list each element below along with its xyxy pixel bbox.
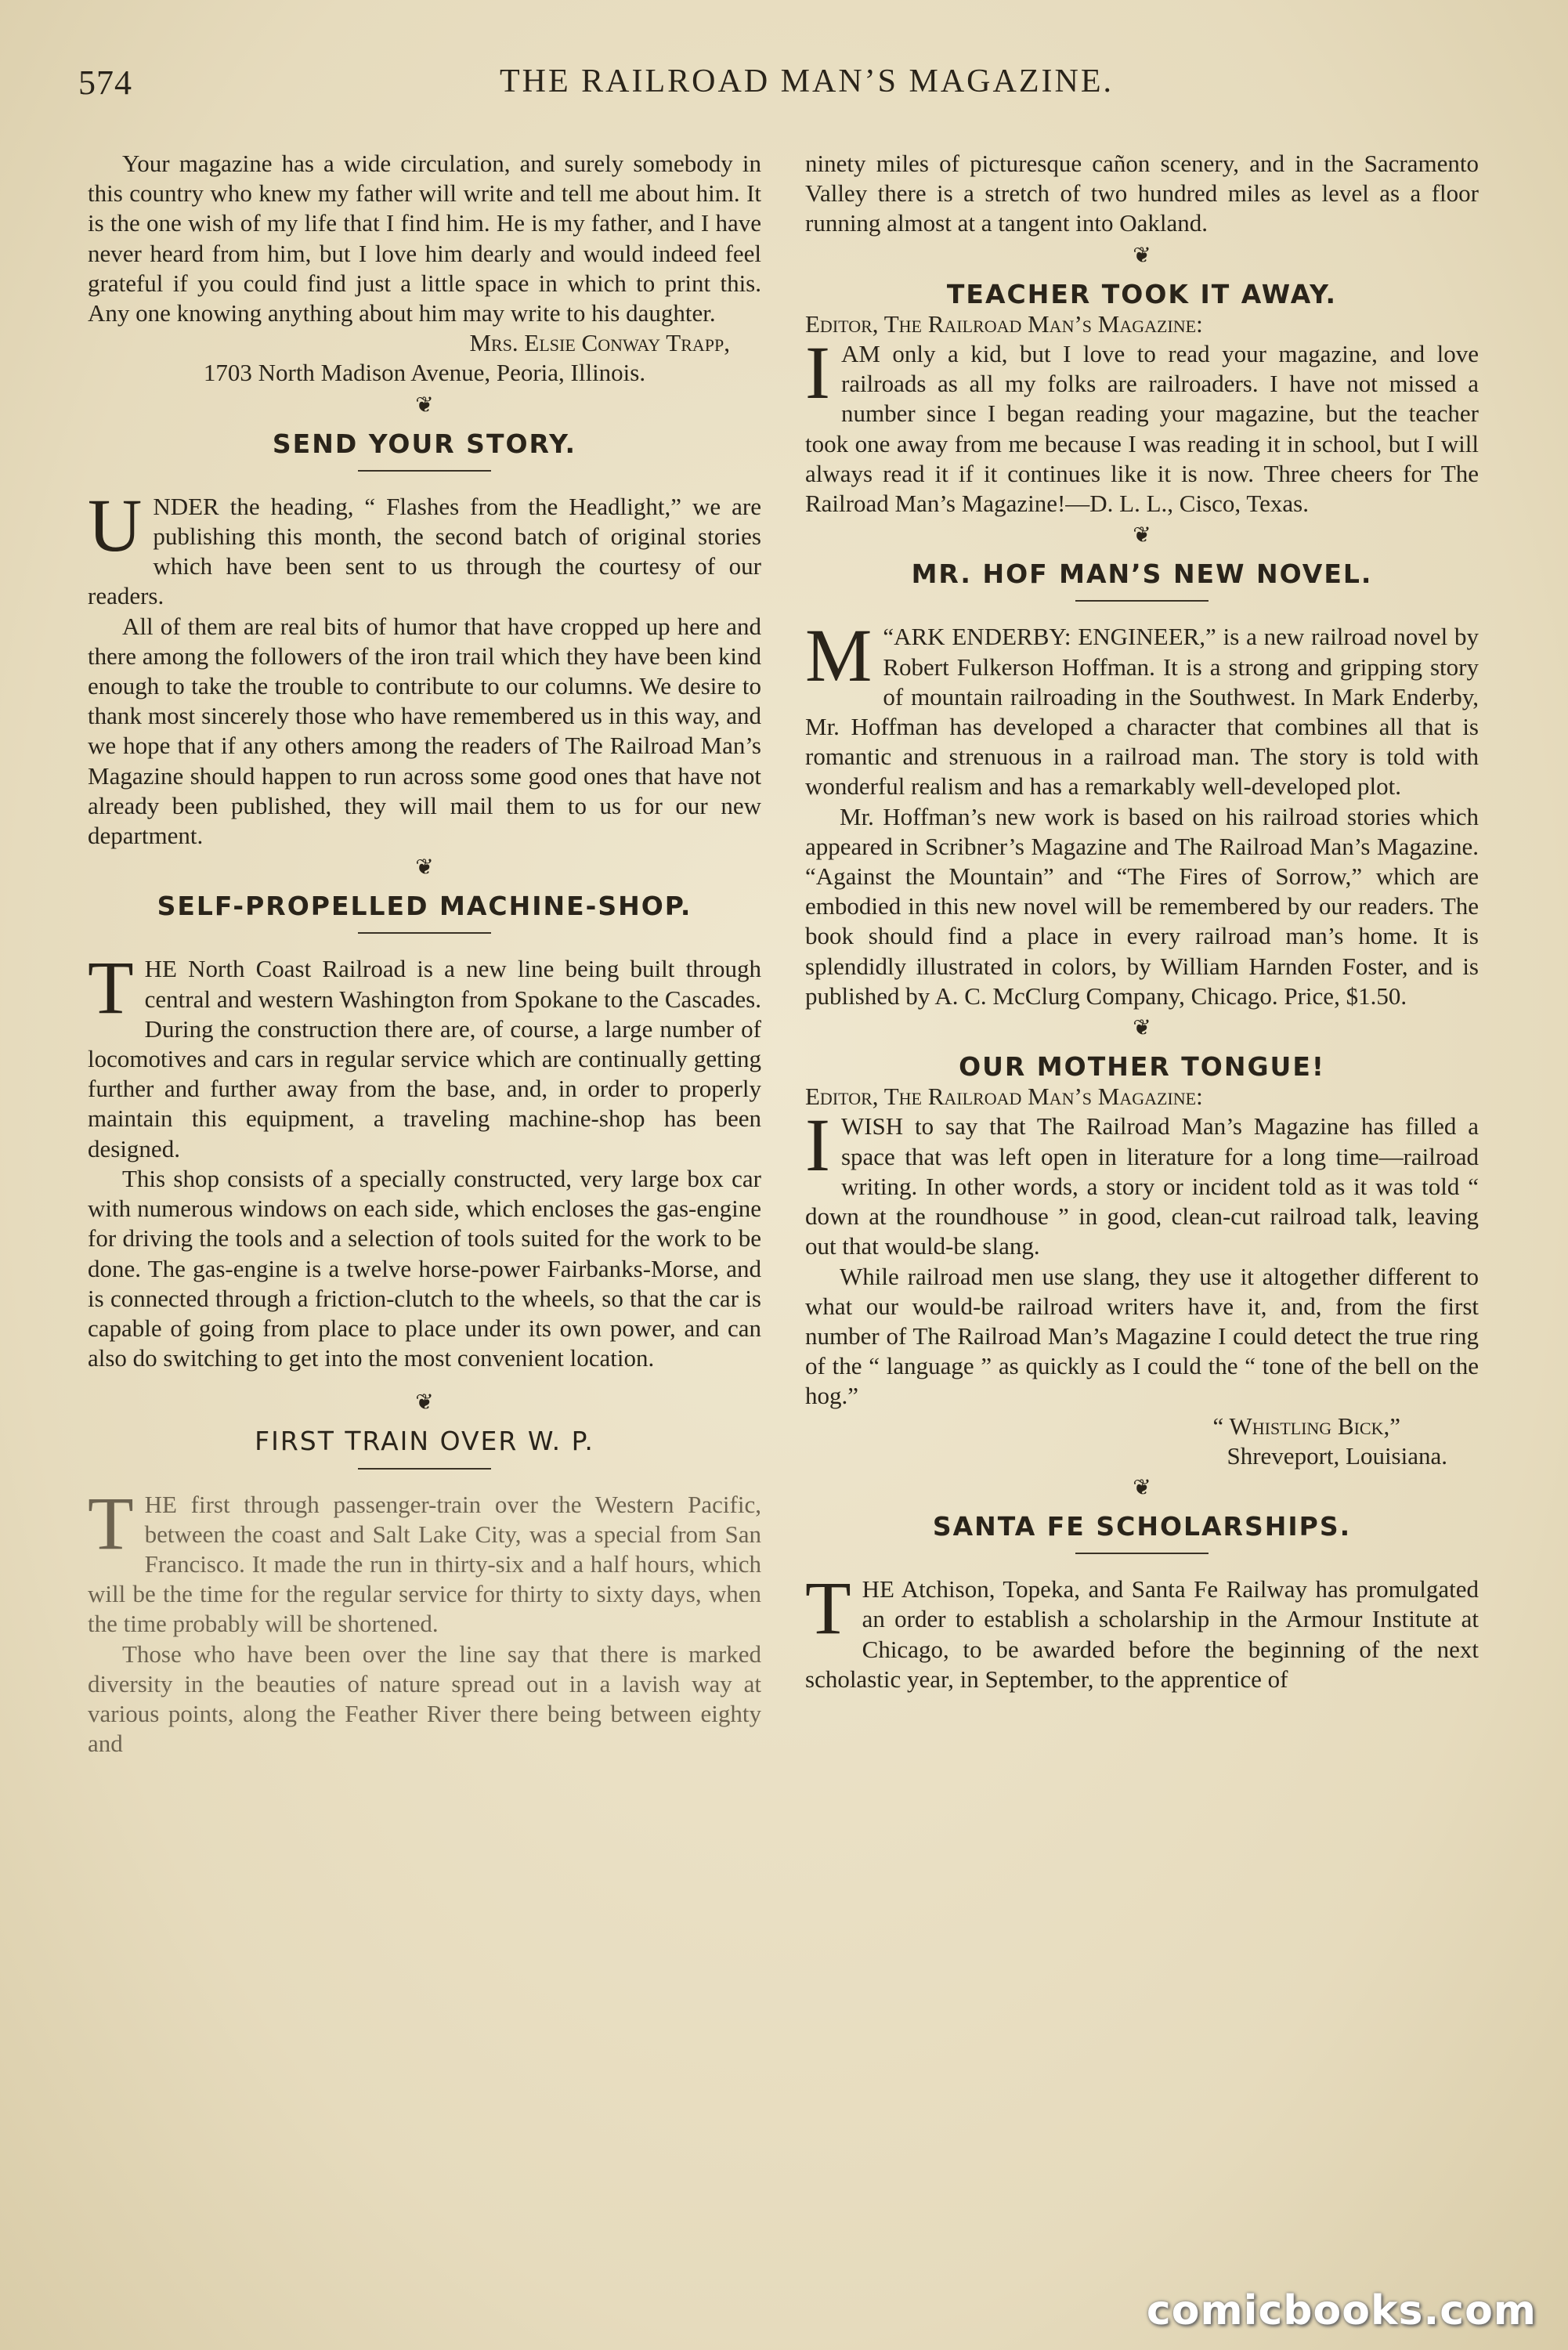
letter-paragraph: Your magazine has a wide circulation, and surely somebody in this country who knew my father will write and tell me about him. It is the one wish of my life that I find him. He is my father, and I have never heard from him, but I love him dearly and would indeed feel grateful if you could find just a little space in which to print this. Any one knowing anything about him may write to his daughter. xyxy=(88,150,761,327)
article-paragraph: IWISH to say that The Railroad Man’s Magazine has filled a space that was left open in literature for a long time—railroad writing. In other words, a story or incident told as it was told “ down at the roundhouse ” in good, clean-cut railroad talk, leaving out that would-be slang. xyxy=(805,1103,1479,1260)
drop-cap: M xyxy=(805,613,873,698)
heading-rule xyxy=(358,470,491,472)
right-column xyxy=(805,149,1479,1694)
heading-mother-tongue: OUR MOTHER TONGUE! xyxy=(959,1051,1325,1083)
article-paragraph: THE North Coast Railroad is a new line being built through central and western Washington from Spokane to the Cascades. During the construction there are, of course, a large number of locomotives and cars in regular service which are continually getting further and further away from the base, and, in order to properly maintain this equipment, a traveling machine-shop has been designed. xyxy=(88,945,761,1162)
letter-signature: Mrs. Elsie Conway Trapp, xyxy=(469,329,730,357)
letter-signature: “ Whistling Bick,” xyxy=(1212,1412,1400,1440)
article-paragraph: IAM only a kid, but I love to read your magazine, and love railroads as all my folks are railroaders. I have not missed a number since I began reading your magazine, but the teacher took one away from me because I was reading it in school, but I will always read it if it continues like it is now. Three cheers for The Railroad Man’s Magazine!—D. L. L., Cisco, Texas. xyxy=(805,331,1479,518)
letter-place: Shreveport, Louisiana. xyxy=(1227,1441,1447,1470)
heading-new-novel: MR. HOF MAN’S NEW NOVEL. xyxy=(911,559,1373,590)
section-ornament: ❦ xyxy=(1133,523,1151,548)
heading-send-your-story: SEND YOUR STORY. xyxy=(272,428,577,459)
drop-cap: T xyxy=(88,1480,134,1565)
section-ornament: ❦ xyxy=(415,392,434,418)
heading-rule xyxy=(358,932,491,934)
drop-cap: T xyxy=(805,1566,851,1650)
editor-salutation: Editor, The Railroad Man’s Magazine: xyxy=(805,1083,1203,1111)
article-paragraph: UNDER the heading, “ Flashes from the Headlight,” we are publishing this month, the second batch of original stories which have been sent to us through the courtesy of our readers. xyxy=(88,483,761,610)
continued-paragraph: ninety miles of picturesque cañon scenery, and in the Sacramento Valley there is a stretch of two hundred miles as level as a floor running almost at a tangent into Oakland. xyxy=(805,150,1479,237)
drop-cap: I xyxy=(805,1103,830,1188)
heading-rule xyxy=(1075,1553,1209,1554)
section-ornament: ❦ xyxy=(1133,1016,1151,1041)
article-paragraph: This shop consists of a specially constructed, very large box car with numerous windows on each side, which encloses the gas-engine for driving the tools and a selection of tools suited for the work to be done. The gas-engine is a twelve horse-power Fairbanks-Morse, and is connected through a friction-clutch to the wheels, so that the car is capable of going from place to place under its own power, and can also do switching to get into the most convenient location. xyxy=(88,1164,761,1372)
article-paragraph: M “ARK ENDERBY: ENGINEER,” is a new railroad novel by Robert Fulkerson Hoffman. It is a strong and gripping story of mountain railroading in the Southwest. In Mark Enderby, Mr. Hoffman has developed a character that combines all that is romantic and strenuous in a railroad man. The story is told with wonderful realism and has a remarkably well-developed plot. xyxy=(805,613,1479,801)
editor-salutation: Editor, The Railroad Man’s Magazine: xyxy=(805,309,1203,338)
article-paragraph: All of them are real bits of humor that have cropped up here and there among the followers of the iron trail which they have been kind enough to take the trouble to contribute to our columns. We desire to thank most sincerely those who have remembered us in this way, and we hope that if any others among the readers of The Railroad Man’s Magazine should happen to run across some good ones that have not already been published, they will mail them to us for our new department. xyxy=(88,612,761,850)
page-number: 574 xyxy=(78,63,132,102)
section-ornament: ❦ xyxy=(415,855,434,880)
heading-santa-fe: SANTA FE SCHOLARSHIPS. xyxy=(932,1510,1352,1542)
article-paragraph: While railroad men use slang, they use it altogether different to what our would-be railroad writers have it, and, from the first number of The Railroad Man’s Magazine I could detect the true ring of the “ language ” as quickly as I could the “ tone of the bell on the hog.” xyxy=(805,1262,1479,1410)
left-column xyxy=(88,149,761,1759)
page-header xyxy=(78,63,1535,110)
section-ornament: ❦ xyxy=(1133,1475,1151,1500)
article-paragraph: Mr. Hoffman’s new work is based on his railroad stories which appeared in Scribner’s Magazine and The Railroad Man’s Magazine. “Against the Mountain” and “The Fires of Sorrow,” which are embodied in this new novel will be remembered by our readers. The book should find a place in every railroad man’s home. It is splendidly illustrated in colors, by William Harnden Foster, and is published by A. C. McClurg Company, Chicago. Price, $1.50. xyxy=(805,802,1479,1010)
article-paragraph: Those who have been over the line say that there is marked diversity in the beauties of nature spread out in a lavish way at various points, along the Feather River there being between eighty and xyxy=(88,1640,761,1758)
heading-rule xyxy=(1075,600,1209,602)
heading-first-train: FIRST TRAIN OVER W. P. xyxy=(255,1426,594,1457)
drop-cap: T xyxy=(88,945,134,1030)
letter-address: 1703 North Madison Avenue, Peoria, Illinois. xyxy=(203,359,646,387)
section-ornament: ❦ xyxy=(1133,243,1151,268)
section-ornament: ❦ xyxy=(415,1390,434,1415)
drop-cap: U xyxy=(88,483,143,567)
drop-cap: I xyxy=(805,331,830,415)
site-watermark: comicbooks.com xyxy=(1146,2287,1537,2334)
magazine-title: THE RAILROAD MAN’S MAGAZINE. xyxy=(500,63,1114,99)
heading-teacher: TEACHER TOOK IT AWAY. xyxy=(946,278,1338,309)
article-paragraph: THE Atchison, Topeka, and Santa Fe Railway has promulgated an order to establish a scholarship in the Armour Institute at Chicago, to be awarded before the beginning of the next scholastic year, in September, to the apprentice of xyxy=(805,1566,1479,1693)
article-paragraph: THE first through passenger-train over the Western Pacific, between the coast and Salt Lake City, was a special from San Francisco. It made the run in thirty-six and a half hours, which will be the time for the regular service for thirty to sixty days, when the time probably will be shortened. xyxy=(88,1480,761,1638)
heading-rule xyxy=(358,1468,491,1470)
heading-machine-shop: SELF-PROPELLED MACHINE-SHOP. xyxy=(157,891,692,922)
